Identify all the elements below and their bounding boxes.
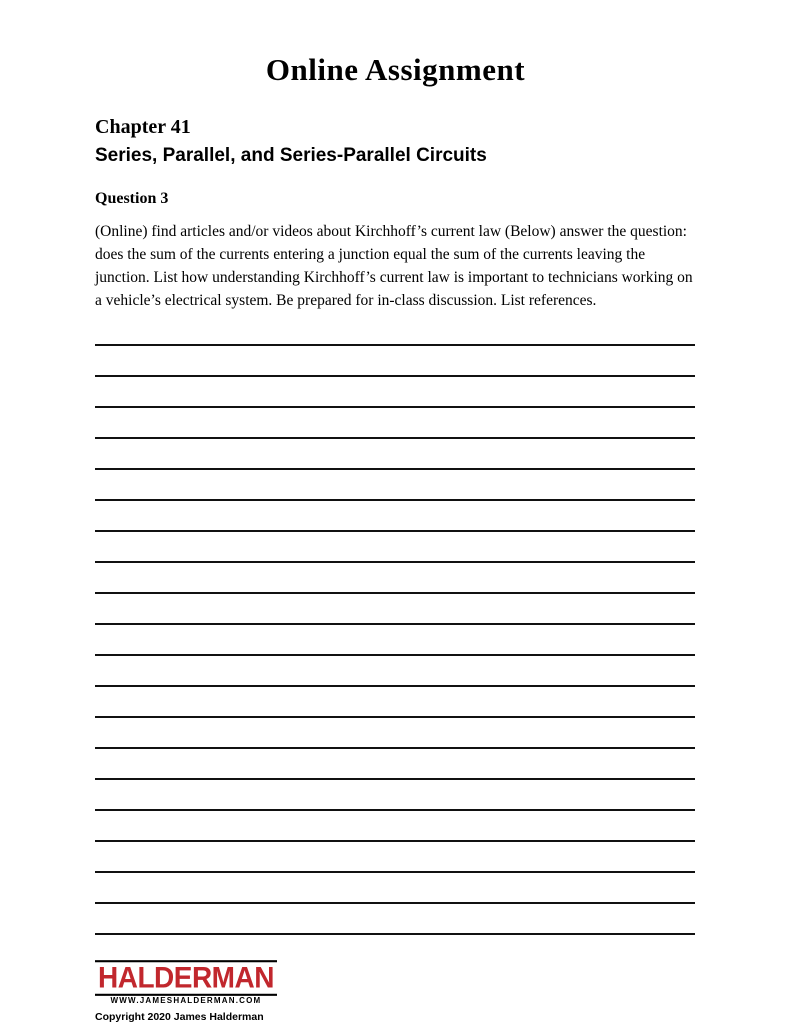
answer-line bbox=[95, 842, 695, 873]
halderman-website-url: WWW.JAMESHALDERMAN.COM bbox=[110, 996, 262, 1006]
answer-line bbox=[95, 749, 695, 780]
answer-line bbox=[95, 563, 695, 594]
answer-line bbox=[95, 656, 695, 687]
answer-line bbox=[95, 377, 695, 408]
answer-line bbox=[95, 408, 695, 439]
halderman-logo bbox=[95, 961, 277, 1006]
page-title: Online Assignment bbox=[265, 52, 526, 87]
answer-line bbox=[95, 532, 695, 563]
answer-line bbox=[95, 594, 695, 625]
answer-line bbox=[95, 904, 695, 935]
chapter-heading: Chapter 41 bbox=[95, 115, 191, 138]
answer-line bbox=[95, 439, 695, 470]
answer-line bbox=[95, 625, 695, 656]
answer-line bbox=[95, 687, 695, 718]
answer-line bbox=[95, 780, 695, 811]
answer-line bbox=[95, 470, 695, 501]
page-content bbox=[95, 115, 695, 1024]
answer-line bbox=[95, 873, 695, 904]
answer-line bbox=[95, 811, 695, 842]
question-text: (Online) find articles and/or videos about Kirchhoff’s current law (Below) answer the question: does the sum of the currents entering a junction equal the sum of the currents leaving the junction. List how understanding Kirchhoff’s current law is important to technicians working on a vehicle’s electrical system. Be prepared for in-class discussion. List references. bbox=[95, 222, 693, 309]
copyright-text: Copyright 2020 James Halderman bbox=[95, 1011, 264, 1024]
answer-lines bbox=[95, 315, 695, 935]
answer-line bbox=[95, 315, 695, 346]
answer-line bbox=[95, 718, 695, 749]
halderman-logo-text: HALDERMAN bbox=[95, 960, 277, 995]
question-label: Question 3 bbox=[95, 190, 169, 208]
footer bbox=[95, 961, 695, 1024]
chapter-title: Series, Parallel, and Series-Parallel Circuits bbox=[95, 144, 487, 166]
answer-line bbox=[95, 346, 695, 377]
answer-line bbox=[95, 501, 695, 532]
